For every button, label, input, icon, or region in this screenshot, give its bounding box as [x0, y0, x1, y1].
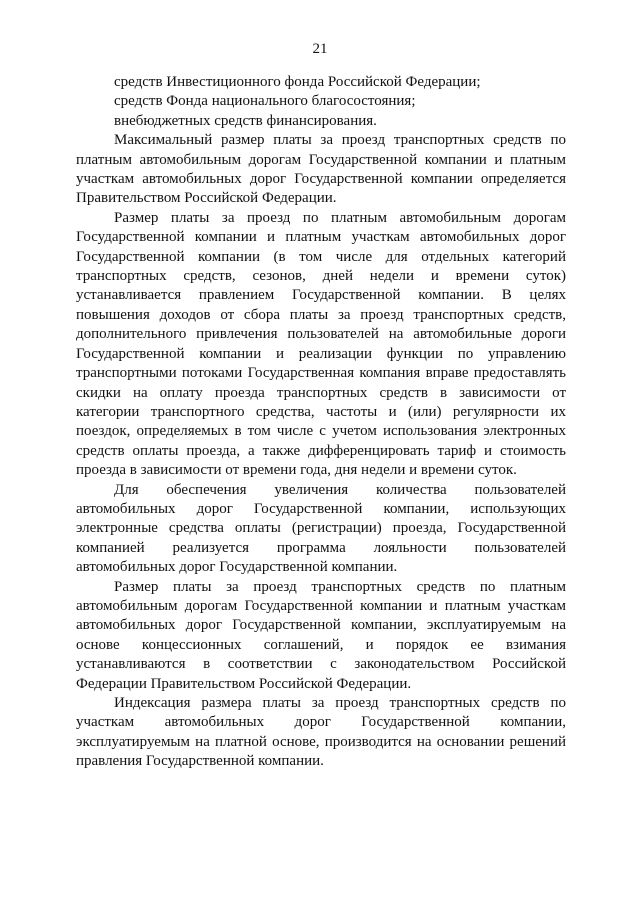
- document-body: [76, 73, 566, 772]
- page-number: 21: [312, 41, 328, 57]
- paragraph-extrabudgetary: внебюджетных средств финансирования.: [114, 112, 377, 129]
- paragraph-concession-fees: Размер платы за проезд транспортных средств по платным автомобильным дорогам Государственной компании и платным участкам автомобильных дорог Государственной компании, эксплуатируемым на основе концессионных соглашений, и порядок ее взимания устанавливаются в соответствии с законодательством Российской Федерации Правительством Российской Федерации.: [76, 578, 566, 692]
- paragraph-welfare-fund: средств Фонда национального благосостояния;: [114, 93, 416, 110]
- paragraph-loyalty-program: Для обеспечения увеличения количества пользователей автомобильных дорог Государственной компании, использующих электронные средства оплаты (регистрации) проезда, Государственной компанией реализуется программа лояльности пользователей автомобильных дорог Государственной компании.: [76, 481, 566, 576]
- paragraph-indexation: Индексация размера платы за проезд транспортных средств по участкам автомобильных дорог Государственной компании, эксплуатируемым на платной основе, производится на основании решений правления Государственной компании.: [76, 695, 566, 770]
- paragraph-fee-amount: Размер платы за проезд по платным автомобильным дорогам Государственной компании и платным участкам автомобильных дорог Государственной компании (в том числе для отдельных категорий транспортных средств, сезонов, дней недели и времени суток) устанавливается правлением Государственной компании. В целях повышения доходов от сбора платы за проезд транспортных средств, дополнительного привлечения пользователей на автомобильные дороги Государственной компании и реализации функции по управлению транспортными потоками Государственная компания вправе предоставлять скидки на оплату проезда транспортных средств в зависимости от категории транспортного средства, частоты и (или) регулярности их поездок, определяемых в том числе с учетом использования электронных средств оплаты проезда, а также дифференцировать тариф и стоимость проезда в зависимости от времени года, дня недели и времени суток.: [76, 209, 566, 479]
- paragraph-max-fee: Максимальный размер платы за проезд транспортных средств по платным автомобильным дорогам Государственной компании и платным участкам автомобильных дорог Государственной компании определяется Правительством Российской Федерации.: [76, 132, 566, 207]
- paragraph-investment-fund: средств Инвестиционного фонда Российской Федерации;: [114, 74, 481, 90]
